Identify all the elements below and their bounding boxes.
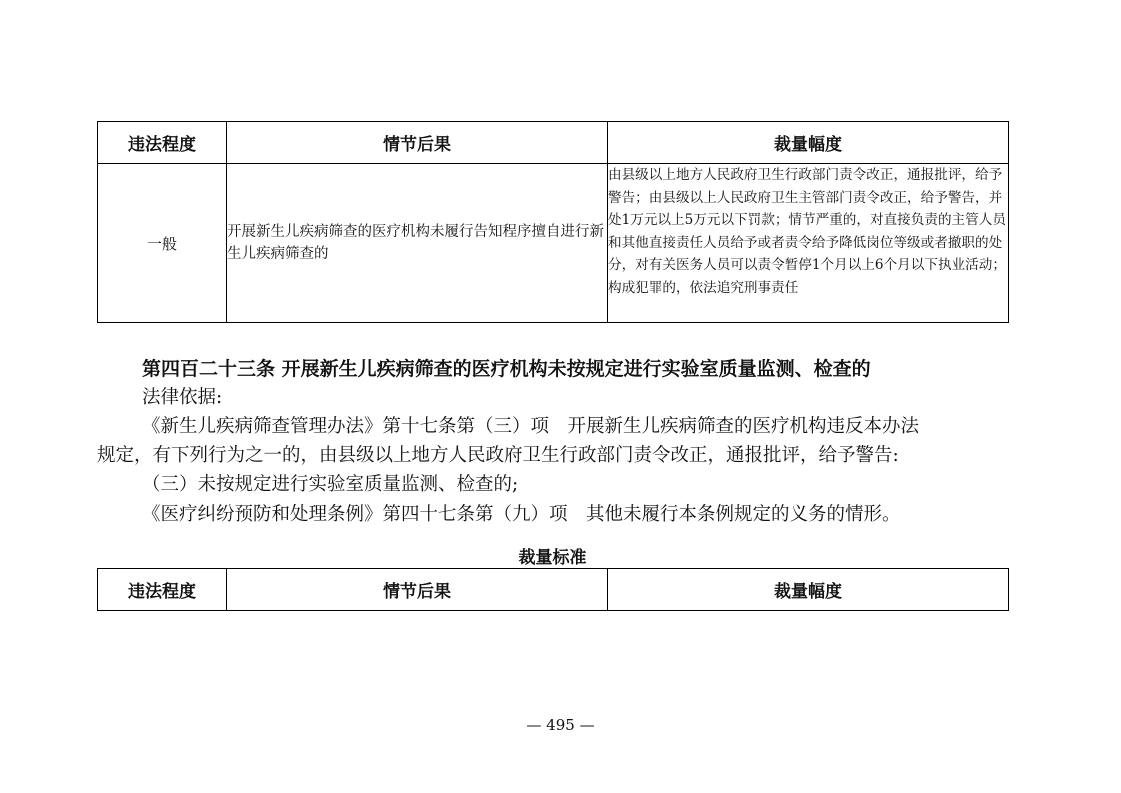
cell-penalty-range: 由县级以上地方人民政府卫生行政部门责令改正，通报批评，给予警告；由县级以上人民政府卫生主管部门责令改正，给予警告，并处1万元以上5万元以下罚款；情节严重的，对直接负责的主管人员和其他直接责任人员给予或者责令给予降低岗位等级或者撤职的处分，对有关医务人员可以责令暂停1个月以上6个月以下执业活动；构成犯罪的，依法追究刑事责任 bbox=[608, 164, 1009, 323]
header-violation-degree: 违法程度 bbox=[98, 569, 227, 611]
header-penalty-range: 裁量幅度 bbox=[608, 122, 1009, 164]
discretion-table-first bbox=[97, 121, 1009, 323]
table-header-row bbox=[98, 122, 1009, 164]
discretion-table-second bbox=[97, 568, 1009, 611]
legal-basis-paragraph-3: 《医疗纠纷预防和处理条例》第四十七条第（九）项 其他未履行本条例规定的义务的情形。 bbox=[142, 504, 901, 525]
cell-circumstances: 开展新生儿疾病筛查的医疗机构未履行告知程序擅自进行新生儿疾病筛查的 bbox=[227, 164, 608, 323]
header-circumstances: 情节后果 bbox=[227, 569, 608, 611]
table-header-row bbox=[98, 569, 1009, 611]
page-number: — 495 — bbox=[526, 716, 595, 734]
header-penalty-range: 裁量幅度 bbox=[608, 569, 1009, 611]
legal-basis-paragraph-1-line-1: 《新生儿疾病筛查管理办法》第十七条第（三）项 开展新生儿疾病筛查的医疗机构违反本办法 bbox=[142, 416, 920, 437]
table-row bbox=[98, 164, 1009, 323]
article-title: 第四百二十三条 开展新生儿疾病筛查的医疗机构未按规定进行实验室质量监测、检查的 bbox=[142, 358, 871, 380]
legal-basis-label: 法律依据: bbox=[142, 387, 223, 408]
header-circumstances: 情节后果 bbox=[227, 122, 608, 164]
cell-violation-degree: 一般 bbox=[98, 164, 227, 323]
legal-basis-paragraph-2: （三）未按规定进行实验室质量监测、检查的; bbox=[142, 474, 519, 495]
header-violation-degree: 违法程度 bbox=[98, 122, 227, 164]
legal-basis-paragraph-1-line-2: 规定，有下列行为之一的，由县级以上地方人民政府卫生行政部门责令改正，通报批评，给予警告: bbox=[97, 445, 899, 466]
discretion-standard-label: 裁量标准 bbox=[518, 548, 587, 568]
